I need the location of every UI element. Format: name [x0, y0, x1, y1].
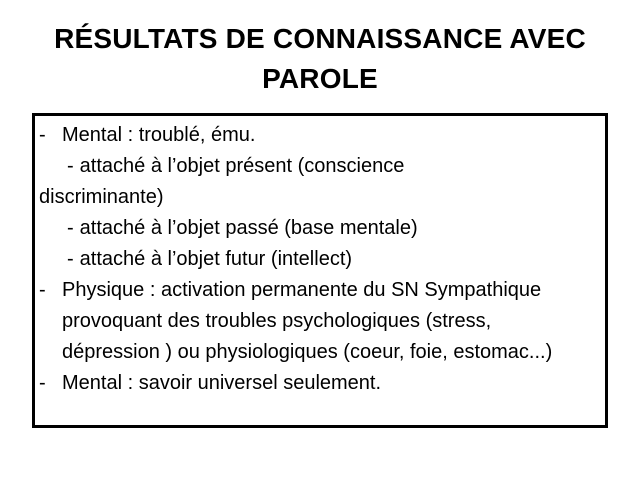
body-line	[39, 151, 603, 182]
line-text: attaché à l’objet présent (conscience	[79, 155, 405, 177]
body-line	[39, 275, 603, 306]
line-text: Physique : activation permanente du SN Sympathique	[62, 279, 542, 301]
body-line	[39, 120, 603, 151]
line-text: Mental : savoir universel seulement.	[62, 372, 382, 394]
slide-title-line-2: PAROLE	[262, 63, 378, 94]
dash-bullet: -	[39, 372, 46, 394]
line-text: Mental : troublé, ému.	[62, 124, 256, 146]
slide-title	[0, 19, 640, 99]
line-text: attaché à l’objet passé (base mentale)	[79, 217, 418, 239]
line-text: provoquant des troubles psychologiques (stress,	[62, 310, 492, 332]
body-line	[39, 306, 603, 337]
dash-bullet: -	[39, 279, 46, 301]
content-box	[32, 113, 608, 428]
dash-bullet: -	[39, 124, 46, 146]
body-line	[39, 368, 603, 399]
body-line	[39, 244, 603, 275]
slide-title-line-1: RÉSULTATS DE CONNAISSANCE AVEC	[54, 23, 586, 54]
body-line	[39, 182, 603, 213]
dash-bullet: -	[67, 248, 74, 270]
line-text: dépression ) ou physiologiques (coeur, foie, estomac...)	[62, 341, 553, 363]
line-text: discriminante)	[39, 186, 164, 208]
body-line	[39, 213, 603, 244]
line-text: attaché à l’objet futur (intellect)	[79, 248, 353, 270]
dash-bullet: -	[67, 217, 74, 239]
body-line	[39, 337, 603, 368]
dash-bullet: -	[67, 155, 74, 177]
